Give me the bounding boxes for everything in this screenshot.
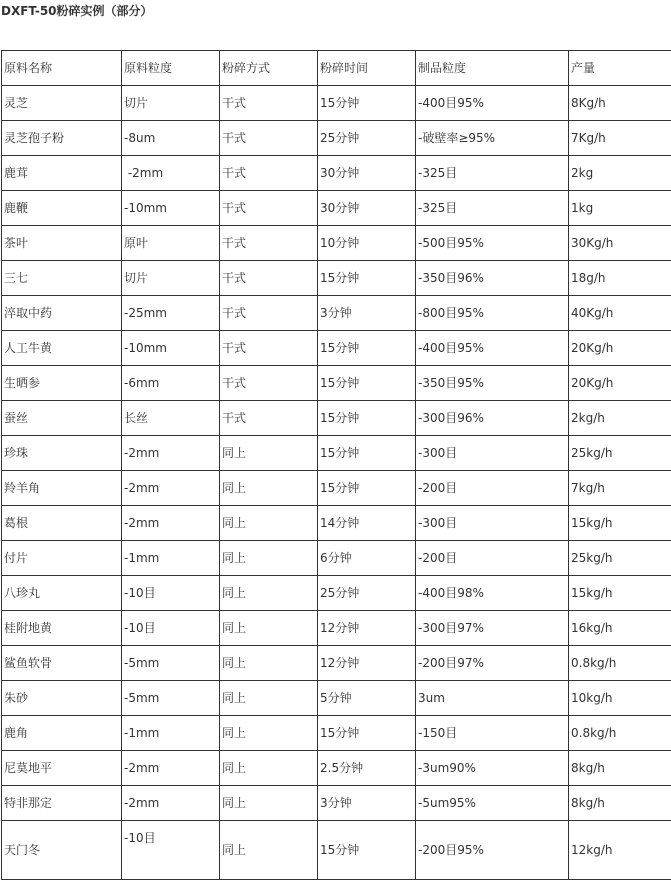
- cell-material-size: -2mm: [122, 156, 220, 191]
- cell-crushing-time: 14分钟: [318, 506, 416, 541]
- cell-crushing-time: 25分钟: [318, 576, 416, 611]
- cell-output: 15kg/h: [569, 576, 671, 611]
- cell-material-size: -10目: [122, 611, 220, 646]
- cell-product-size: -500目95%: [416, 226, 569, 261]
- cell-product-size: -400目98%: [416, 576, 569, 611]
- cell-material-name: 灵芝: [2, 86, 122, 121]
- cell-crushing-method: 干式: [220, 296, 318, 331]
- cell-crushing-time: 12分钟: [318, 611, 416, 646]
- cell-material-size: -5mm: [122, 681, 220, 716]
- cell-crushing-time: 12分钟: [318, 646, 416, 681]
- cell-material-size: -8um: [122, 121, 220, 156]
- cell-crushing-time: 15分钟: [318, 401, 416, 436]
- cell-material-size: -25mm: [122, 296, 220, 331]
- table-row: [2, 471, 671, 506]
- table-header-row: [2, 51, 671, 86]
- cell-product-size: -200目: [416, 471, 569, 506]
- cell-product-size: -400目95%: [416, 86, 569, 121]
- cell-output: 8kg/h: [569, 751, 671, 786]
- cell-product-size: -200目: [416, 541, 569, 576]
- cell-crushing-time: 30分钟: [318, 191, 416, 226]
- cell-product-size: -150目: [416, 716, 569, 751]
- cell-material-name: 灵芝孢子粉: [2, 121, 122, 156]
- cell-crushing-method: 同上: [220, 576, 318, 611]
- cell-output: 40Kg/h: [569, 296, 671, 331]
- cell-crushing-method: 干式: [220, 331, 318, 366]
- table-row: [2, 86, 671, 121]
- cell-material-size: -2mm: [122, 751, 220, 786]
- cell-crushing-method: 同上: [220, 471, 318, 506]
- cell-product-size: -300目: [416, 436, 569, 471]
- cell-crushing-time: 30分钟: [318, 156, 416, 191]
- cell-product-size: -350目95%: [416, 366, 569, 401]
- cell-product-size: -3um90%: [416, 751, 569, 786]
- table-row: [2, 751, 671, 786]
- cell-product-size: -325目: [416, 191, 569, 226]
- cell-crushing-method: 同上: [220, 786, 318, 821]
- cell-material-name: 付片: [2, 541, 122, 576]
- table-row: [2, 156, 671, 191]
- cell-product-size: -350目96%: [416, 261, 569, 296]
- cell-material-name: 鹿茸: [2, 156, 122, 191]
- table-row: [2, 226, 671, 261]
- cell-crushing-time: 3分钟: [318, 786, 416, 821]
- cell-crushing-method: 干式: [220, 366, 318, 401]
- cell-output: 7kg/h: [569, 471, 671, 506]
- header-material-name: 原料名称: [2, 51, 122, 86]
- table-row: [2, 716, 671, 751]
- cell-crushing-time: 15分钟: [318, 331, 416, 366]
- cell-material-size: -1mm: [122, 541, 220, 576]
- cell-output: 2kg/h: [569, 401, 671, 436]
- cell-material-size: 原叶: [122, 226, 220, 261]
- cell-crushing-method: 同上: [220, 821, 318, 880]
- cell-material-name: 特非那定: [2, 786, 122, 821]
- cell-crushing-method: 同上: [220, 646, 318, 681]
- cell-crushing-method: 同上: [220, 681, 318, 716]
- cell-material-size: -2mm: [122, 471, 220, 506]
- cell-output: 0.8kg/h: [569, 716, 671, 751]
- cell-output: 2kg: [569, 156, 671, 191]
- table-row: [2, 436, 671, 471]
- header-product-size: 制品粒度: [416, 51, 569, 86]
- cell-crushing-method: 同上: [220, 541, 318, 576]
- cell-product-size: -325目: [416, 156, 569, 191]
- cell-output: 25kg/h: [569, 541, 671, 576]
- cell-material-size: -10目: [122, 821, 220, 880]
- cell-material-name: 生晒参: [2, 366, 122, 401]
- cell-material-size: -2mm: [122, 786, 220, 821]
- cell-crushing-method: 同上: [220, 506, 318, 541]
- header-crushing-method: 粉碎方式: [220, 51, 318, 86]
- cell-product-size: -破壁率≥95%: [416, 121, 569, 156]
- cell-crushing-time: 10分钟: [318, 226, 416, 261]
- cell-output: 8kg/h: [569, 786, 671, 821]
- cell-material-name: 三七: [2, 261, 122, 296]
- cell-product-size: -200目97%: [416, 646, 569, 681]
- cell-crushing-time: 25分钟: [318, 121, 416, 156]
- cell-material-size: 切片: [122, 86, 220, 121]
- cell-material-size: -10目: [122, 576, 220, 611]
- cell-product-size: -300目96%: [416, 401, 569, 436]
- cell-material-size: 切片: [122, 261, 220, 296]
- table-row: [2, 541, 671, 576]
- cell-crushing-method: 干式: [220, 121, 318, 156]
- cell-crushing-method: 同上: [220, 611, 318, 646]
- table-row: [2, 821, 671, 880]
- cell-material-size: -6mm: [122, 366, 220, 401]
- cell-product-size: -300目97%: [416, 611, 569, 646]
- header-crushing-time: 粉碎时间: [318, 51, 416, 86]
- cell-crushing-time: 15分钟: [318, 471, 416, 506]
- cell-crushing-time: 15分钟: [318, 261, 416, 296]
- table-row: [2, 576, 671, 611]
- cell-output: 12kg/h: [569, 821, 671, 880]
- cell-crushing-time: 5分钟: [318, 681, 416, 716]
- cell-output: 25kg/h: [569, 436, 671, 471]
- table-row: [2, 681, 671, 716]
- cell-product-size: -5um95%: [416, 786, 569, 821]
- cell-output: 20Kg/h: [569, 331, 671, 366]
- table-row: [2, 191, 671, 226]
- cell-material-size: -1mm: [122, 716, 220, 751]
- table-row: [2, 646, 671, 681]
- table-row: [2, 261, 671, 296]
- cell-crushing-method: 同上: [220, 716, 318, 751]
- cell-material-name: 桂附地黄: [2, 611, 122, 646]
- cell-crushing-method: 干式: [220, 261, 318, 296]
- cell-product-size: -300目: [416, 506, 569, 541]
- cell-product-size: 3um: [416, 681, 569, 716]
- cell-material-size: -10mm: [122, 191, 220, 226]
- cell-material-name: 人工牛黄: [2, 331, 122, 366]
- cell-crushing-time: 15分钟: [318, 436, 416, 471]
- cell-crushing-method: 干式: [220, 401, 318, 436]
- cell-crushing-method: 干式: [220, 226, 318, 261]
- cell-material-name: 葛根: [2, 506, 122, 541]
- cell-material-size: -10mm: [122, 331, 220, 366]
- cell-material-name: 珍珠: [2, 436, 122, 471]
- cell-product-size: -800目95%: [416, 296, 569, 331]
- cell-crushing-time: 15分钟: [318, 716, 416, 751]
- table-row: [2, 296, 671, 331]
- table-body: [2, 51, 671, 880]
- cell-material-name: 朱砂: [2, 681, 122, 716]
- cell-material-name: 鹿鞭: [2, 191, 122, 226]
- cell-output: 15kg/h: [569, 506, 671, 541]
- cell-output: 30Kg/h: [569, 226, 671, 261]
- crushing-examples-table: [1, 50, 671, 880]
- cell-crushing-time: 15分钟: [318, 821, 416, 880]
- cell-output: 20Kg/h: [569, 366, 671, 401]
- table-row: [2, 401, 671, 436]
- cell-material-name: 鹿角: [2, 716, 122, 751]
- page-title: DXFT-50粉碎实例（部分）: [1, 4, 153, 18]
- cell-crushing-time: 15分钟: [318, 366, 416, 401]
- cell-output: 16kg/h: [569, 611, 671, 646]
- cell-material-name: 茶叶: [2, 226, 122, 261]
- cell-crushing-method: 干式: [220, 191, 318, 226]
- cell-crushing-time: 2.5分钟: [318, 751, 416, 786]
- cell-crushing-method: 干式: [220, 156, 318, 191]
- cell-output: 7Kg/h: [569, 121, 671, 156]
- table-row: [2, 366, 671, 401]
- cell-crushing-time: 6分钟: [318, 541, 416, 576]
- cell-output: 8Kg/h: [569, 86, 671, 121]
- cell-material-name: 尼莫地平: [2, 751, 122, 786]
- cell-output: 1kg: [569, 191, 671, 226]
- cell-material-name: 鲨鱼软骨: [2, 646, 122, 681]
- cell-material-name: 天门冬: [2, 821, 122, 880]
- table-row: [2, 786, 671, 821]
- cell-material-name: 淬取中药: [2, 296, 122, 331]
- cell-crushing-method: 同上: [220, 751, 318, 786]
- table-row: [2, 331, 671, 366]
- cell-material-size: -2mm: [122, 506, 220, 541]
- header-output: 产量: [569, 51, 671, 86]
- cell-output: 0.8kg/h: [569, 646, 671, 681]
- header-material-size: 原料粒度: [122, 51, 220, 86]
- cell-crushing-time: 15分钟: [318, 86, 416, 121]
- cell-product-size: -200目95%: [416, 821, 569, 880]
- cell-material-size: -2mm: [122, 436, 220, 471]
- cell-crushing-method: 同上: [220, 436, 318, 471]
- cell-material-size: -5mm: [122, 646, 220, 681]
- cell-output: 10kg/h: [569, 681, 671, 716]
- table-row: [2, 121, 671, 156]
- cell-output: 18g/h: [569, 261, 671, 296]
- cell-material-name: 羚羊角: [2, 471, 122, 506]
- cell-crushing-method: 干式: [220, 86, 318, 121]
- cell-material-name: 蚕丝: [2, 401, 122, 436]
- table-row: [2, 506, 671, 541]
- cell-crushing-time: 3分钟: [318, 296, 416, 331]
- cell-material-size: 长丝: [122, 401, 220, 436]
- cell-product-size: -400目95%: [416, 331, 569, 366]
- cell-material-name: 八珍丸: [2, 576, 122, 611]
- table-row: [2, 611, 671, 646]
